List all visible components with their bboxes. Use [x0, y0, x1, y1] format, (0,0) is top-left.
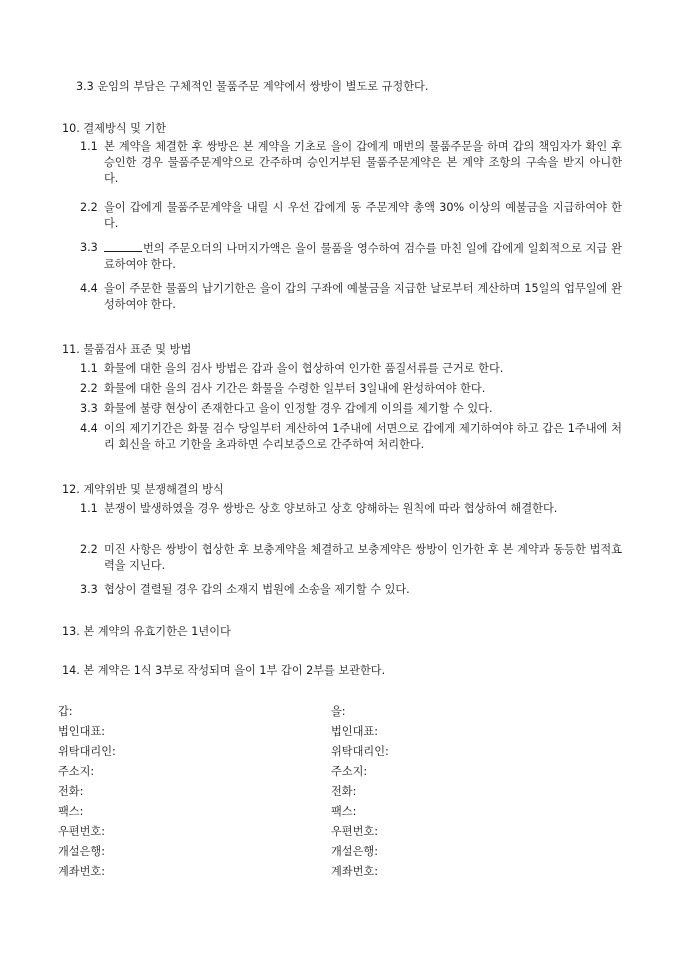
item-number: 4.4 [80, 282, 98, 295]
section-11-item-4 [80, 421, 622, 453]
section-10-item-4 [80, 281, 622, 313]
party-b-postal-code: 우편번호: [331, 825, 378, 838]
item-text: 본 계약을 체결한 후 쌍방은 본 계약을 기초로 을이 갑에게 매번의 물품주문을 하며 갑의 책임자가 확인 후 승인한 경우 물품주문계약으로 간주하며 승인거부된 물품주문계약은 본 계약 조항의 구속을 받지 아니한다. [104, 140, 622, 185]
section-11-item-3 [80, 401, 622, 417]
item-text: 화물에 불량 현상이 존재한다고 을이 인정할 경우 갑에게 이의를 제기할 수 있다. [104, 402, 493, 415]
section-10-item-2 [80, 200, 622, 232]
party-b-agent: 위탁대리인: [331, 745, 389, 758]
party-a-fax: 팩스: [58, 805, 84, 818]
section-12-item-1 [80, 501, 622, 517]
section-10-item-3 [80, 240, 622, 273]
item-text: 협상이 결렬될 경우 갑의 소재지 법원에 소송을 제기할 수 있다. [104, 583, 410, 596]
item-text: 분쟁이 발생하였을 경우 쌍방은 상호 양보하고 상호 양해하는 원칙에 따라 협상하여 해결한다. [104, 502, 558, 515]
section-11-item-1 [80, 361, 622, 377]
item-number: 4.4 [80, 422, 98, 435]
party-b-address: 주소지: [331, 765, 368, 778]
section-10-title: 10. 결제방식 및 기한 [62, 122, 167, 135]
party-a-bank: 개설은행: [58, 845, 105, 858]
item-number: 2.2 [80, 543, 98, 556]
item-text: 을이 갑에게 물품주문계약을 내릴 시 우선 갑에게 동 주문계약 총액 30% 이상의 예불금을 지급하여야 한다. [104, 201, 622, 230]
section-11-title: 11. 물품검사 표준 및 방법 [62, 343, 192, 356]
party-b-phone: 전화: [331, 785, 357, 798]
item-text: 이의 제기기간은 화물 검수 당일부터 계산하여 1주내에 서면으로 갑에게 제기하여야 하고 갑은 1주내에 처리 회신을 하고 기한을 초과하면 수리보증으로 간주하여 처리한다. [104, 422, 622, 451]
item-number: 2.2 [80, 382, 98, 395]
blank-fill-line [104, 240, 142, 252]
item-number: 1.1 [80, 502, 98, 515]
item-number: 3.3 [80, 402, 98, 415]
section-12-item-2 [80, 542, 622, 574]
item-number: 1.1 [80, 362, 98, 375]
item-text: 화물에 대한 을의 검사 방법은 갑과 을이 협상하여 인가한 품질서류를 근거로 한다. [104, 362, 504, 375]
item-text: 화물에 대한 을의 검사 기간은 화물을 수령한 일부터 3일내에 완성하여야 한다. [104, 382, 486, 395]
section-14-title: 14. 본 계약은 1식 3부로 작성되며 을이 1부 갑이 2부를 보관한다. [62, 664, 386, 677]
item-number: 3.3 [80, 583, 98, 596]
section-12-title: 12. 계약위반 및 분쟁해결의 방식 [62, 483, 224, 496]
party-a-agent: 위탁대리인: [58, 745, 116, 758]
party-a-phone: 전화: [58, 785, 84, 798]
party-a-account: 계좌번호: [58, 865, 105, 878]
section-13-title: 13. 본 계약의 유효기한은 1년이다 [62, 625, 231, 638]
section-10-item-1 [80, 139, 622, 187]
party-a-postal-code: 우편번호: [58, 825, 105, 838]
item-text: 을이 주문한 물품의 납기기한은 을이 갑의 구좌에 예불금을 지급한 날로부터 계산하며 15일의 업무일에 완성하여야 한다. [104, 282, 622, 311]
section-12-item-3 [80, 582, 622, 598]
party-a-label: 갑: [58, 705, 73, 718]
item-text: 번의 주문오더의 나머지가액은 을이 물품을 영수하여 검수를 마친 일에 갑에게 일회적으로 지급 완료하여야 한다. [104, 242, 622, 271]
party-a-address: 주소지: [58, 765, 95, 778]
item-text: 미진 사항은 쌍방이 협상한 후 보충계약을 체결하고 보충계약은 쌍방이 인가한 후 본 계약과 동등한 법적효력을 지닌다. [104, 543, 622, 572]
party-b-account: 계좌번호: [331, 865, 378, 878]
party-b-representative: 법인대표: [331, 725, 378, 738]
item-number: 2.2 [80, 201, 98, 214]
section-11-item-2 [80, 381, 622, 397]
party-b-label: 을: [331, 705, 346, 718]
party-a-representative: 법인대표: [58, 725, 105, 738]
clause-3-3-freight: 3.3 운임의 부담은 구체적인 물품주문 계약에서 쌍방이 별도로 규정한다. [76, 80, 429, 93]
party-b-fax: 팩스: [331, 805, 357, 818]
item-number: 1.1 [80, 140, 98, 153]
item-number: 3.3 [80, 241, 98, 254]
party-b-bank: 개설은행: [331, 845, 378, 858]
